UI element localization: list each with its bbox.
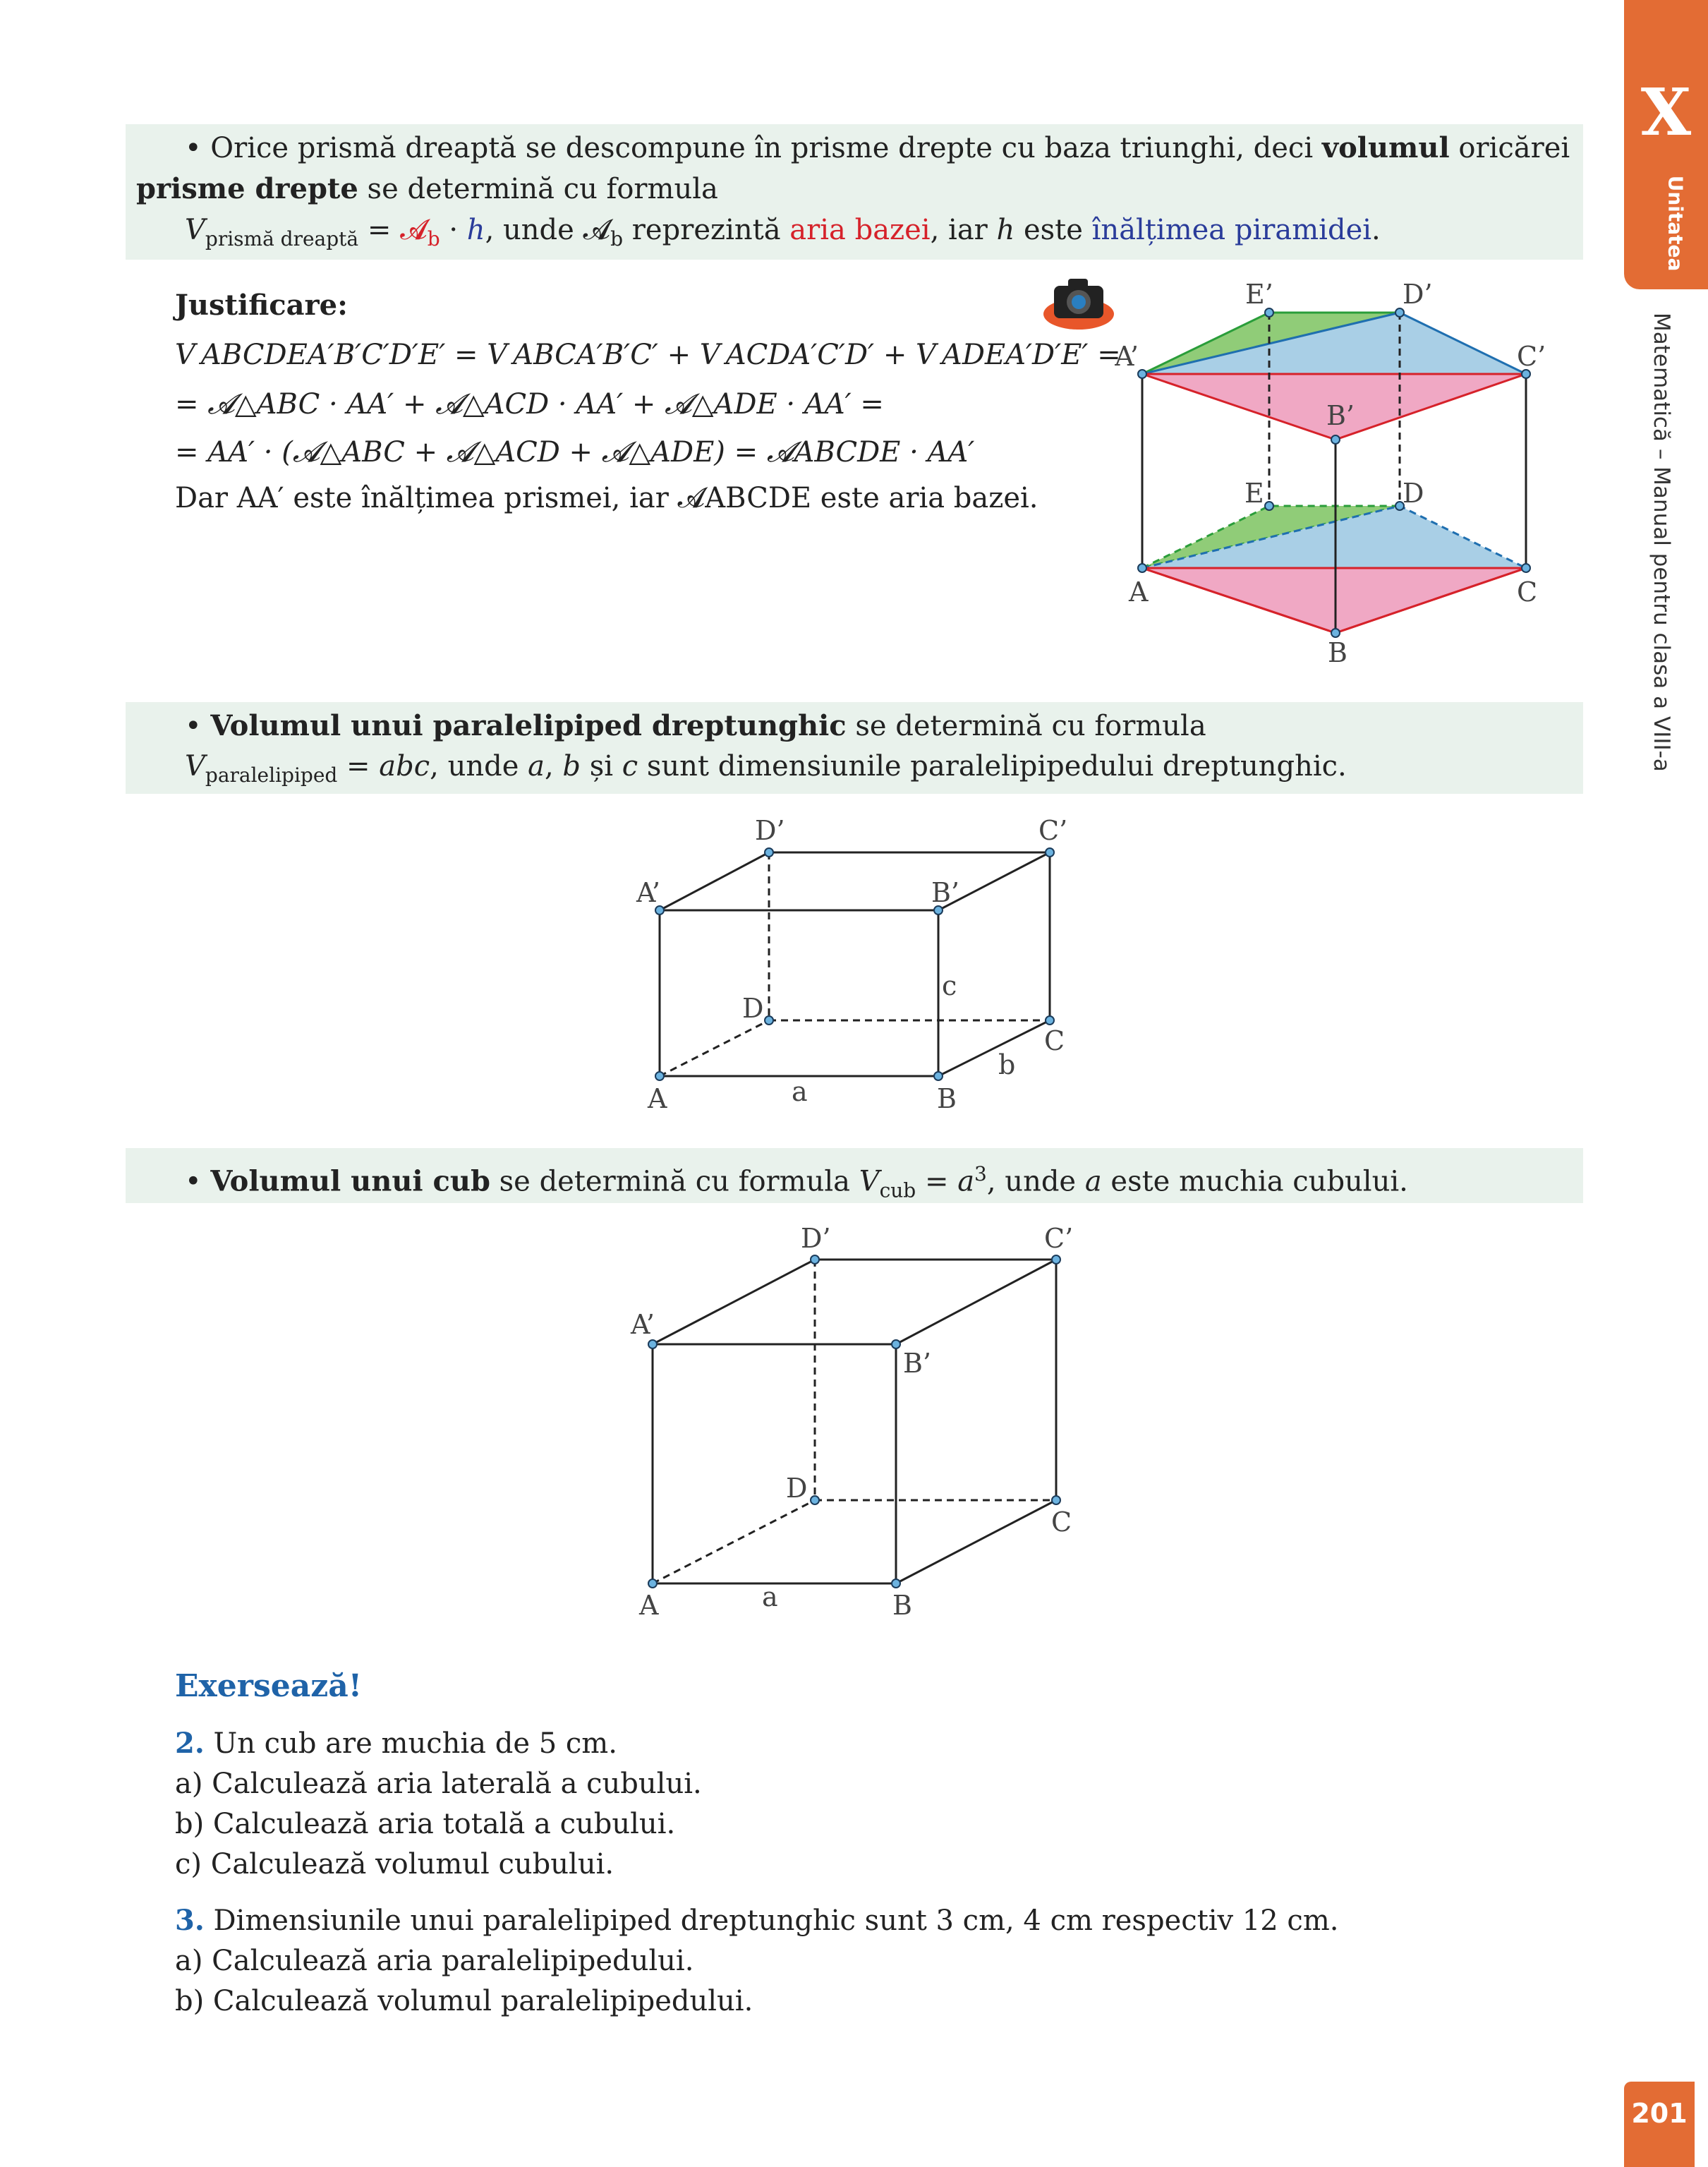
label-b: B — [892, 1590, 912, 1621]
justificare-eq2: = 𝓐△ABC · AA′ + 𝓐△ACD · AA′ + 𝓐△ADE · AA′ = — [175, 388, 884, 421]
problem-3: 3. Dimensiunile unui paralelipiped dreptunghic sunt 3 cm, 4 cm respectiv 12 cm. — [175, 1904, 1339, 1937]
label-a1: A’ — [636, 877, 660, 908]
label-a: A — [1129, 577, 1149, 608]
unit-label: Unitatea — [1664, 175, 1688, 272]
label-e: E — [1244, 478, 1264, 509]
book-title: Matematică – Manual pentru clasa a VIII-a — [1649, 313, 1674, 772]
box2-line2: $V_{paralelipiped}$ = abc, unde a, b și c sunt dimensiunile paralelipipedului dreptunghic. — [185, 750, 1347, 787]
cube-diagram — [621, 1221, 1101, 1630]
label-a-edge: a — [792, 1076, 808, 1107]
unit-letter: X — [1640, 74, 1692, 150]
label-b-edge: b — [998, 1049, 1016, 1080]
problem-3a: a) Calculează aria paralelipipedului. — [175, 1945, 694, 1977]
label-b1: B’ — [1326, 400, 1355, 431]
box1-line1: • Orice prismă dreaptă se descompune în prisme drepte cu baza triunghi, deci volumul oricărei — [185, 131, 1570, 164]
label-b1: B’ — [931, 877, 960, 908]
bottom-triangle-abc — [1142, 568, 1526, 633]
label-c1: C’ — [1517, 341, 1546, 372]
label-a1: A’ — [631, 1309, 655, 1340]
justificare-eq1: V ABCDEA′B′C′D′E′ = V ABCA′B′C′ + V ACDA′C′D′ + V ADEA′D′E′ = — [175, 339, 1121, 371]
label-c1: C’ — [1044, 1223, 1074, 1254]
label-d1: D’ — [801, 1223, 831, 1254]
label-c: C — [1517, 577, 1538, 608]
box1-line3: $V_{prismă dreaptă}$ = 𝓐$_b$ · h, unde 𝓐$_b$ reprezintă aria bazei, iar h este înălțimea piramidei. — [185, 214, 1381, 250]
justificare-title: Justificare: — [175, 289, 348, 322]
justificare-conclusion: Dar AA′ este înălțimea prismei, iar 𝓐ABCDE este aria bazei. — [175, 482, 1038, 514]
label-c1: C’ — [1038, 815, 1068, 846]
label-e1: E’ — [1245, 279, 1273, 310]
label-b: B — [1328, 637, 1347, 668]
problem-3b: b) Calculează volumul paralelipipedului. — [175, 1985, 753, 2017]
justificare-eq3: = AA′ · (𝓐△ABC + 𝓐△ACD + 𝓐△ADE) = 𝓐ABCDE · AA′ — [175, 436, 975, 469]
box2-line1: • Volumul unui paralelipiped dreptunghic se determină cu formula — [185, 709, 1206, 742]
label-c: C — [1051, 1507, 1072, 1538]
label-c-edge: c — [942, 970, 957, 1001]
box1-line2: prisme drepte se determină cu formula — [136, 172, 718, 205]
exercise-title: Exersează! — [175, 1668, 363, 1704]
cuboid-diagram — [621, 811, 1101, 1129]
label-a1: A’ — [1115, 341, 1139, 372]
label-b: B — [937, 1083, 957, 1114]
label-a: A — [648, 1083, 667, 1114]
label-a-edge: a — [762, 1581, 778, 1612]
camera-icon — [1040, 272, 1118, 335]
label-a: A — [639, 1590, 659, 1621]
problem-2c: c) Calculează volumul cubului. — [175, 1848, 614, 1881]
box3-line1: • Volumul unui cub se determină cu formula $V_{cub} = a^3$, unde a este muchia cubului. — [185, 1162, 1408, 1202]
label-d: D — [742, 993, 764, 1024]
problem-2b: b) Calculează aria totală a cubului. — [175, 1808, 676, 1840]
label-b1: B’ — [903, 1348, 932, 1379]
problem-2a: a) Calculează aria laterală a cubului. — [175, 1768, 702, 1800]
problem-2: 2. Un cub are muchia de 5 cm. — [175, 1727, 617, 1760]
label-d: D — [786, 1473, 808, 1504]
label-d: D — [1403, 478, 1424, 509]
page-number: 201 — [1624, 2082, 1695, 2167]
pentagonal-prism-diagram — [1115, 275, 1552, 677]
label-d1: D’ — [755, 815, 785, 846]
label-c: C — [1044, 1025, 1065, 1056]
label-d1: D’ — [1403, 279, 1433, 310]
